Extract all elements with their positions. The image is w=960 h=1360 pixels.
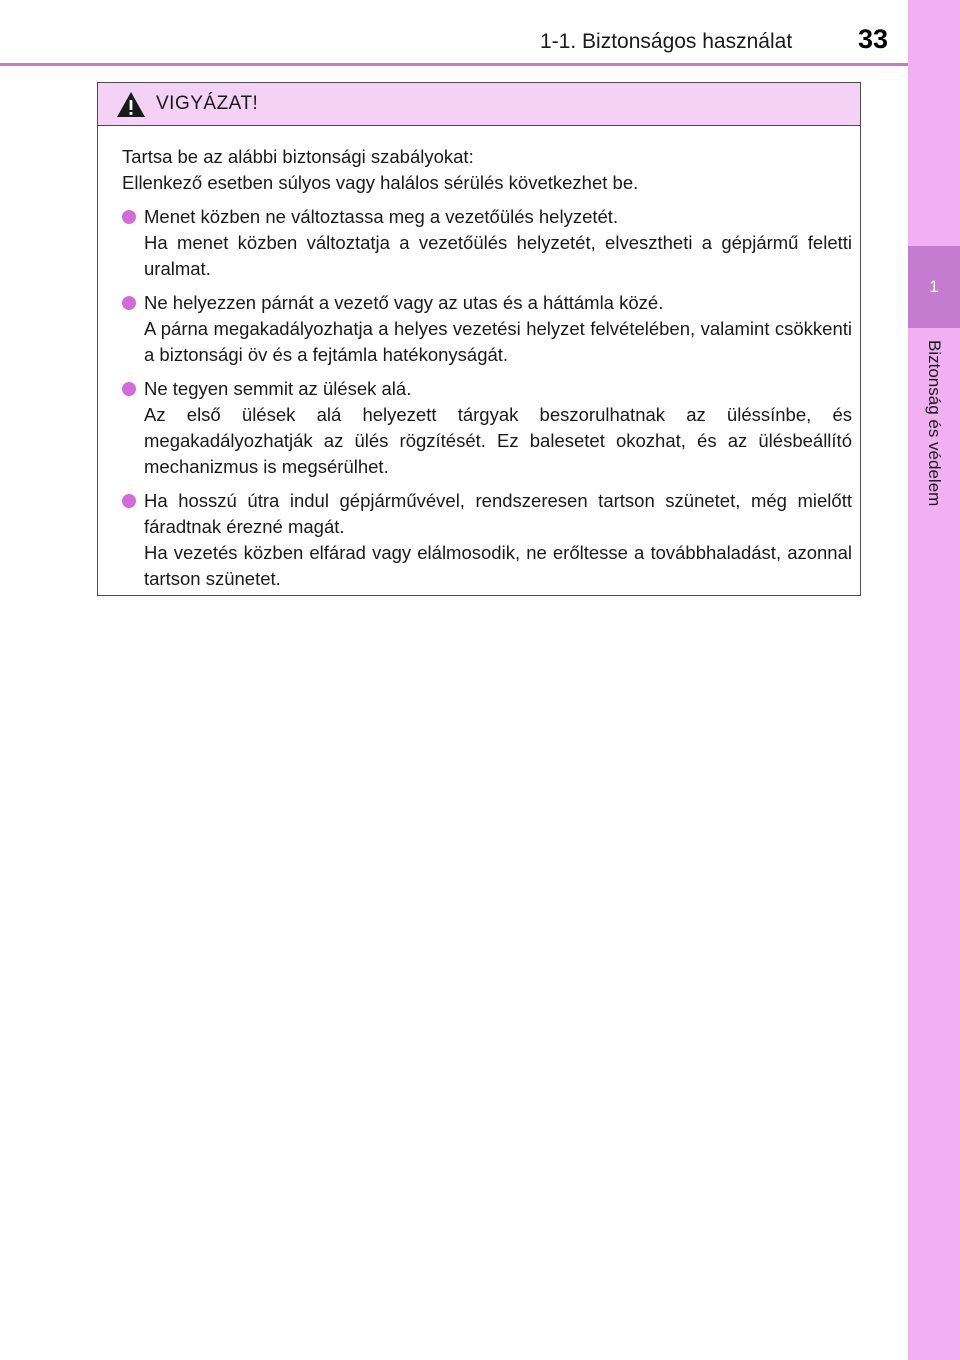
- item-text: Ha vezetés közben elfárad vagy elálmosodik, ne erőltesse a továbbhaladást, azonnal tartson szünetet.: [144, 542, 852, 589]
- bullet-icon: [122, 296, 136, 310]
- item-text: Ha menet közben változtatja a vezetőülés helyzetét, elvesztheti a gépjármű feletti uralmat.: [144, 232, 852, 279]
- intro-line: Ellenkező esetben súlyos vagy halálos sérülés következhet be.: [122, 172, 639, 193]
- caution-header: [98, 83, 860, 126]
- bullet-icon: [122, 210, 136, 224]
- item-lead: Menet közben ne változtassa meg a vezetőülés helyzetét.: [144, 206, 619, 227]
- bullet-icon: [122, 382, 136, 396]
- list-item: [122, 204, 852, 282]
- item-lead: Ha hosszú útra indul gépjárművével, rendszeresen tartson szünetet, még mielőtt fáradtnak érezné magát.: [144, 490, 852, 537]
- chapter-number-tab[interactable]: 1: [908, 246, 960, 328]
- list-item: [122, 290, 852, 368]
- caution-heading: VIGYÁZAT!: [156, 93, 259, 114]
- chapter-side-tab: [908, 0, 960, 1360]
- header-divider: [0, 63, 908, 66]
- warning-triangle-icon: [116, 91, 146, 118]
- list-item: [122, 488, 852, 592]
- page-number: 33: [858, 24, 889, 54]
- section-title: 1-1. Biztonságos használat: [540, 30, 793, 53]
- chapter-label: Biztonság és védelem: [925, 340, 944, 507]
- item-text: A párna megakadályozhatja a helyes vezetési helyzet felvételében, valamint csökkenti a biztonsági öv és a fejtámla hatékonyságát.: [144, 318, 852, 365]
- caution-box: [97, 82, 861, 596]
- bullet-icon: [122, 494, 136, 508]
- list-item: [122, 376, 852, 480]
- caution-body: [98, 126, 860, 592]
- item-text: Az első ülések alá helyezett tárgyak beszorulhatnak az üléssínbe, és megakadályozhatják az ülés rögzítését. Ez balesetet okozhat, és az ülésbeállító mechanizmus is megsérülhet.: [144, 404, 852, 477]
- item-lead: Ne helyezzen párnát a vezető vagy az utas és a háttámla közé.: [144, 292, 664, 313]
- item-lead: Ne tegyen semmit az ülések alá.: [144, 378, 412, 399]
- caution-intro: [122, 144, 852, 196]
- intro-line: Tartsa be az alábbi biztonsági szabályokat:: [122, 146, 474, 167]
